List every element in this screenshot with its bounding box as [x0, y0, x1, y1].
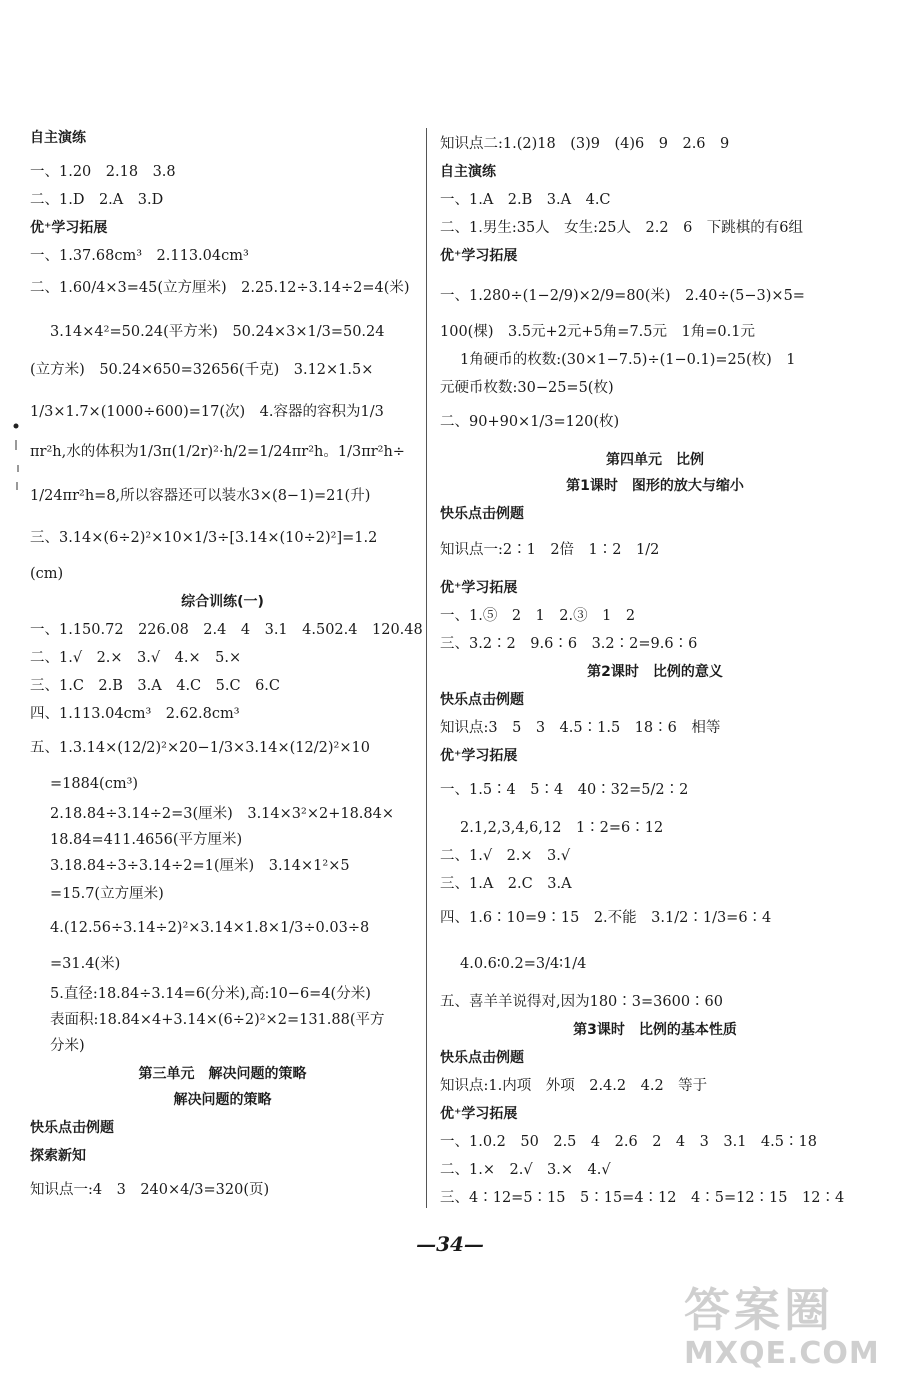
- answer-line: 一、1.37.68cm³ 2.113.04cm³: [30, 248, 249, 264]
- answer-line: 二、1.D 2.A 3.D: [30, 192, 164, 208]
- section-heading: 优⁺学习拓展: [30, 220, 108, 236]
- lesson-title: 第1课时 图形的放大与缩小: [566, 478, 744, 494]
- answer-line: 5.直径:18.84÷3.14=6(分米),高:10−6=4(分米): [50, 986, 371, 1002]
- answer-line: 一、1.280÷(1−2/9)×2/9=80(米) 2.40÷(5−3)×5=: [440, 288, 805, 304]
- answer-line: 三、3.14×(6÷2)²×10×1/3÷[3.14×(10÷2)²]=1.2: [30, 530, 378, 546]
- page-number: —34—: [416, 1232, 484, 1256]
- watermark: [676, 1270, 886, 1380]
- section-title: 综合训练(一): [181, 594, 264, 610]
- answer-line: 100(棵) 3.5元+2元+5角=7.5元 1角=0.1元: [440, 324, 755, 340]
- answer-line: 知识点一:2∶1 2倍 1∶2 1/2: [440, 542, 660, 558]
- watermark-url: MXQE.COM: [684, 1336, 880, 1371]
- answer-line: 知识点二:1.(2)18 (3)9 (4)6 9 2.6 9: [440, 136, 730, 152]
- answer-line: 表面积:18.84×4+3.14×(6÷2)²×2=131.88(平方: [50, 1012, 385, 1028]
- answer-line: 知识点:3 5 3 4.5∶1.5 18∶6 相等: [440, 720, 721, 736]
- answer-line: (cm): [30, 566, 64, 582]
- answer-line: 1/24πr²h=8,所以容器还可以装水3×(8−1)=21(升): [30, 488, 371, 504]
- lesson-title: 第3课时 比例的基本性质: [573, 1022, 737, 1038]
- answer-line: 二、1.男生:35人 女生:25人 2.2 6 下跳棋的有6组: [440, 220, 804, 236]
- answer-line: 4.0.6∶0.2=3/4∶1/4: [460, 956, 587, 972]
- section-heading: 优⁺学习拓展: [440, 748, 518, 764]
- answer-line: 知识点:1.内项 外项 2.4.2 4.2 等于: [440, 1078, 708, 1094]
- answer-line: 2.1,2,3,4,6,12 1∶2=6∶12: [460, 820, 664, 836]
- section-heading: 快乐点击例题: [30, 1120, 114, 1136]
- answer-line: (立方米) 50.24×650=32656(千克) 3.12×1.5×: [30, 362, 374, 378]
- watermark-logo: 答案圈: [684, 1283, 834, 1337]
- answer-line: 一、1.A 2.B 3.A 4.C: [440, 192, 611, 208]
- answer-line: 二、1.√ 2.× 3.√: [440, 848, 571, 864]
- section-heading: 优⁺学习拓展: [440, 1106, 518, 1122]
- answer-line: 四、1.113.04cm³ 2.62.8cm³: [30, 706, 240, 722]
- lesson-title: 第2课时 比例的意义: [587, 664, 723, 680]
- section-heading: 自主演练: [440, 164, 496, 180]
- answer-line: 二、1.× 2.√ 3.× 4.√: [440, 1162, 611, 1178]
- answer-line: 分米): [50, 1038, 85, 1054]
- section-heading: 快乐点击例题: [440, 1050, 524, 1066]
- answer-line: 一、1.150.72 226.08 2.4 4 3.1 4.502.4 120.48: [30, 622, 423, 638]
- section-heading: 探索新知: [30, 1148, 86, 1164]
- answer-line: 1/3×1.7×(1000÷600)=17(次) 4.容器的容积为1/3: [30, 404, 384, 420]
- unit-title: 第三单元 解决问题的策略: [138, 1066, 307, 1082]
- section-heading: 快乐点击例题: [440, 506, 524, 522]
- answer-line: 二、1.60/4×3=45(立方厘米) 2.25.12÷3.14÷2=4(米): [30, 280, 410, 296]
- answer-line: 三、4∶12=5∶15 5∶15=4∶12 4∶5=12∶15 12∶4: [440, 1190, 845, 1206]
- answer-line: 四、1.6∶10=9∶15 2.不能 3.1/2∶1/3=6∶4: [440, 910, 772, 926]
- answer-line: =15.7(立方厘米): [50, 886, 164, 902]
- section-heading: 优⁺学习拓展: [440, 248, 518, 264]
- answer-line: 五、喜羊羊说得对,因为180∶3=3600∶60: [440, 994, 724, 1010]
- scan-marks: [12, 420, 26, 500]
- answer-line: =31.4(米): [50, 956, 121, 972]
- answer-line: 三、1.C 2.B 3.A 4.C 5.C 6.C: [30, 678, 281, 694]
- column-divider: [426, 128, 427, 1208]
- answer-line: 三、3.2∶2 9.6∶6 3.2∶2=9.6∶6: [440, 636, 698, 652]
- answer-line: 二、1.√ 2.× 3.√ 4.× 5.×: [30, 650, 242, 666]
- answer-line: =1884(cm³): [50, 776, 139, 792]
- section-heading: 自主演练: [30, 130, 86, 146]
- answer-line: 4.(12.56÷3.14÷2)²×3.14×1.8×1/3÷0.03÷8: [50, 920, 370, 936]
- unit-title: 第四单元 比例: [606, 452, 704, 468]
- answer-line: 二、90+90×1/3=120(枚): [440, 414, 620, 430]
- answer-line: 知识点一:4 3 240×4/3=320(页): [30, 1182, 270, 1198]
- answer-line: 3.14×4²=50.24(平方米) 50.24×3×1/3=50.24: [50, 324, 385, 340]
- section-heading: 快乐点击例题: [440, 692, 524, 708]
- section-title: 解决问题的策略: [173, 1092, 272, 1108]
- answer-line: 3.18.84÷3÷3.14÷2=1(厘米) 3.14×1²×5: [50, 858, 350, 874]
- answer-line: 一、1.20 2.18 3.8: [30, 164, 176, 180]
- answer-line: 元硬币枚数:30−25=5(枚): [440, 380, 614, 396]
- section-heading: 优⁺学习拓展: [440, 580, 518, 596]
- answer-line: 一、1.5∶4 5∶4 40∶32=5/2∶2: [440, 782, 689, 798]
- answer-line: 一、1.0.2 50 2.5 4 2.6 2 4 3 3.1 4.5∶18: [440, 1134, 817, 1150]
- answer-line: 2.18.84÷3.14÷2=3(厘米) 3.14×3²×2+18.84×: [50, 806, 394, 822]
- answer-line: 18.84=411.4656(平方厘米): [50, 832, 243, 848]
- answer-line: 五、1.3.14×(12/2)²×20−1/3×3.14×(12/2)²×10: [30, 740, 370, 756]
- answer-line: 一、1.⑤ 2 1 2.③ 1 2: [440, 608, 636, 624]
- answer-line: 三、1.A 2.C 3.A: [440, 876, 572, 892]
- answer-line: πr²h,水的体积为1/3π(1/2r)²·h/2=1/24πr²h。1/3πr²h÷: [30, 444, 405, 460]
- answer-line: 1角硬币的枚数:(30×1−7.5)÷(1−0.1)=25(枚) 1: [460, 352, 796, 368]
